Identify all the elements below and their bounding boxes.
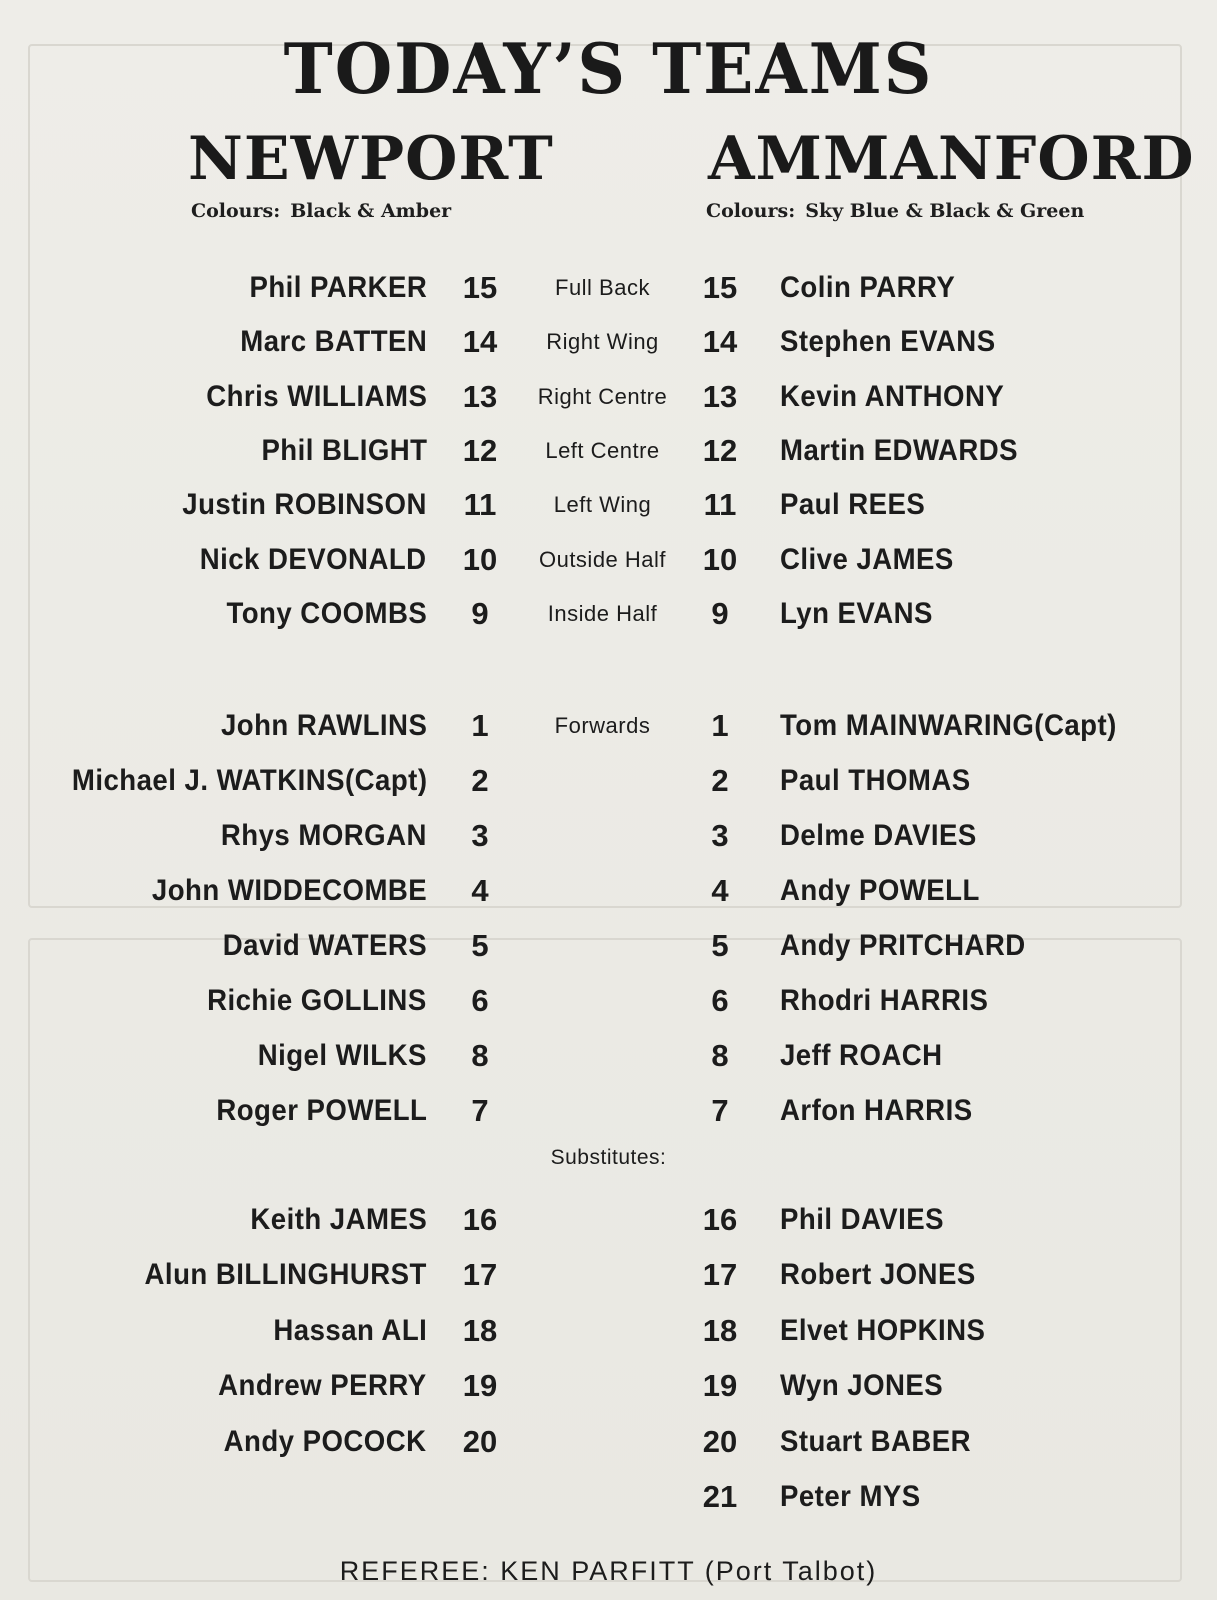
player-row xyxy=(0,594,1217,634)
home-player-name: Richie GOLLINS xyxy=(207,984,427,1017)
player-row xyxy=(0,1477,1217,1517)
home-player-number: 5 xyxy=(471,928,489,963)
away-player-name: Andy POWELL xyxy=(780,874,980,907)
home-player-number: 4 xyxy=(471,873,489,908)
home-player-number: 6 xyxy=(471,983,489,1018)
home-player-number: 12 xyxy=(462,432,498,468)
away-player-name: Elvet HOPKINS xyxy=(780,1313,986,1347)
home-player-name: John RAWLINS xyxy=(220,709,427,742)
position-label: Forwards xyxy=(554,713,651,738)
home-player-number: 10 xyxy=(462,541,498,577)
away-player-number: 10 xyxy=(702,541,738,577)
position-label: Outside Half xyxy=(538,546,667,572)
away-player-number: 20 xyxy=(702,1423,738,1459)
player-row xyxy=(0,981,1217,1021)
player-row xyxy=(0,1036,1217,1076)
home-colours-value: Black & Amber xyxy=(290,200,452,222)
home-player-name: Rhys MORGAN xyxy=(221,819,427,852)
home-player-name: Justin ROBINSON xyxy=(182,488,427,522)
away-player-name: Kevin ANTHONY xyxy=(780,379,1005,413)
away-player-number: 5 xyxy=(711,928,729,963)
away-player-name: Rhodri HARRIS xyxy=(780,984,989,1017)
home-player-number: 8 xyxy=(471,1038,489,1073)
home-player-number: 14 xyxy=(462,324,498,360)
player-row xyxy=(0,871,1217,911)
away-player-number: 8 xyxy=(711,1038,729,1073)
home-player-number: 7 xyxy=(471,1093,489,1128)
page-title: TODAY’S TEAMS xyxy=(283,28,934,110)
position-label: Inside Half xyxy=(547,600,658,626)
home-team-name: NEWPORT xyxy=(188,124,554,194)
home-player-name: Phil BLIGHT xyxy=(260,433,427,467)
position-label: Left Centre xyxy=(545,437,660,463)
away-player-number: 2 xyxy=(711,763,729,798)
home-player-number: 16 xyxy=(462,1202,498,1237)
home-player-name: Michael J. WATKINS(Capt) xyxy=(71,764,427,797)
player-row xyxy=(0,1422,1217,1462)
away-player-number: 7 xyxy=(711,1093,729,1128)
position-label: Full Back xyxy=(555,275,650,300)
player-row xyxy=(0,268,1217,308)
away-player-name: Paul THOMAS xyxy=(780,764,971,797)
away-colours-value: Sky Blue & Black & Green xyxy=(805,200,1085,222)
player-row xyxy=(0,1255,1217,1295)
home-player-name: Chris WILLIAMS xyxy=(205,379,427,413)
home-player-name: Andy POCOCK xyxy=(224,1424,427,1458)
home-player-name: Andrew PERRY xyxy=(218,1369,427,1403)
away-player-number: 16 xyxy=(702,1202,738,1237)
away-player-number: 21 xyxy=(702,1479,738,1514)
away-player-number: 6 xyxy=(711,983,729,1018)
away-player-number: 18 xyxy=(702,1312,738,1348)
position-label: Right Wing xyxy=(546,329,659,355)
away-player-number: 13 xyxy=(702,378,738,414)
player-row xyxy=(0,1366,1217,1406)
home-player-number: 19 xyxy=(462,1368,498,1404)
player-row xyxy=(0,706,1217,746)
away-player-name: Colin PARRY xyxy=(780,271,956,304)
home-player-name: Alun BILLINGHURST xyxy=(144,1258,427,1292)
away-player-number: 3 xyxy=(711,818,729,853)
home-player-number: 18 xyxy=(462,1312,498,1348)
away-player-number: 12 xyxy=(702,432,738,468)
away-player-number: 4 xyxy=(711,873,729,908)
away-player-name: Stuart BABER xyxy=(780,1424,972,1458)
home-colours-label: Colours: xyxy=(191,200,281,222)
home-player-name: Nigel WILKS xyxy=(257,1039,427,1072)
away-player-name: Andy PRITCHARD xyxy=(780,929,1026,962)
player-row xyxy=(0,761,1217,801)
away-player-name: Delme DAVIES xyxy=(780,819,977,852)
away-player-number: 14 xyxy=(702,324,738,360)
away-player-name: Paul REES xyxy=(780,488,926,522)
position-label: Left Wing xyxy=(553,492,652,518)
away-player-name: Lyn EVANS xyxy=(780,596,933,630)
away-player-name: Stephen EVANS xyxy=(780,325,996,359)
away-player-name: Robert JONES xyxy=(780,1258,976,1292)
home-player-name: Roger POWELL xyxy=(216,1094,427,1127)
home-player-number: 13 xyxy=(462,378,498,414)
home-player-name: Marc BATTEN xyxy=(239,325,427,359)
home-player-name: Nick DEVONALD xyxy=(200,542,427,576)
away-player-name: Phil DAVIES xyxy=(780,1203,945,1236)
player-row xyxy=(0,540,1217,580)
player-row xyxy=(0,926,1217,966)
home-player-number: 11 xyxy=(463,487,497,523)
away-player-name: Jeff ROACH xyxy=(780,1039,943,1072)
position-label: Right Centre xyxy=(537,383,668,409)
home-player-number: 9 xyxy=(471,595,489,631)
player-row xyxy=(0,485,1217,525)
away-player-name: Martin EDWARDS xyxy=(780,433,1018,467)
player-row xyxy=(0,377,1217,417)
home-player-name: David WATERS xyxy=(222,929,427,962)
player-row xyxy=(0,1200,1217,1240)
away-colours-label: Colours: xyxy=(706,200,796,222)
home-player-number: 3 xyxy=(471,818,489,853)
away-colours xyxy=(706,200,1084,222)
player-row xyxy=(0,816,1217,856)
away-player-number: 19 xyxy=(702,1368,738,1404)
substitutes-label: Substitutes: xyxy=(550,1146,667,1169)
home-player-number: 20 xyxy=(462,1423,498,1459)
home-player-name: John WIDDECOMBE xyxy=(151,874,427,907)
player-row xyxy=(0,1091,1217,1131)
away-player-name: Arfon HARRIS xyxy=(780,1094,973,1127)
player-row xyxy=(0,322,1217,362)
player-row xyxy=(0,1311,1217,1351)
home-colours xyxy=(191,200,451,222)
home-player-name: Hassan ALI xyxy=(273,1313,427,1347)
home-player-name: Keith JAMES xyxy=(250,1203,427,1236)
home-player-number: 17 xyxy=(462,1257,498,1293)
away-player-number: 15 xyxy=(702,270,738,305)
home-player-name: Phil PARKER xyxy=(249,271,427,304)
player-row xyxy=(0,431,1217,471)
away-player-name: Tom MAINWARING(Capt) xyxy=(780,709,1117,742)
home-player-number: 1 xyxy=(471,708,489,743)
referee-line: REFEREE: KEN PARFITT (Port Talbot) xyxy=(339,1556,878,1586)
away-player-name: Clive JAMES xyxy=(780,542,954,576)
away-player-number: 1 xyxy=(711,708,729,743)
away-player-number: 11 xyxy=(703,487,737,523)
away-player-number: 17 xyxy=(702,1257,738,1293)
away-player-number: 9 xyxy=(711,595,729,631)
home-player-number: 2 xyxy=(471,763,489,798)
away-team-name: AMMANFORD xyxy=(708,124,1195,194)
home-player-name: Tony COOMBS xyxy=(226,596,427,630)
away-player-name: Wyn JONES xyxy=(780,1369,944,1403)
away-player-name: Peter MYS xyxy=(780,1480,921,1513)
home-player-number: 15 xyxy=(462,270,498,305)
